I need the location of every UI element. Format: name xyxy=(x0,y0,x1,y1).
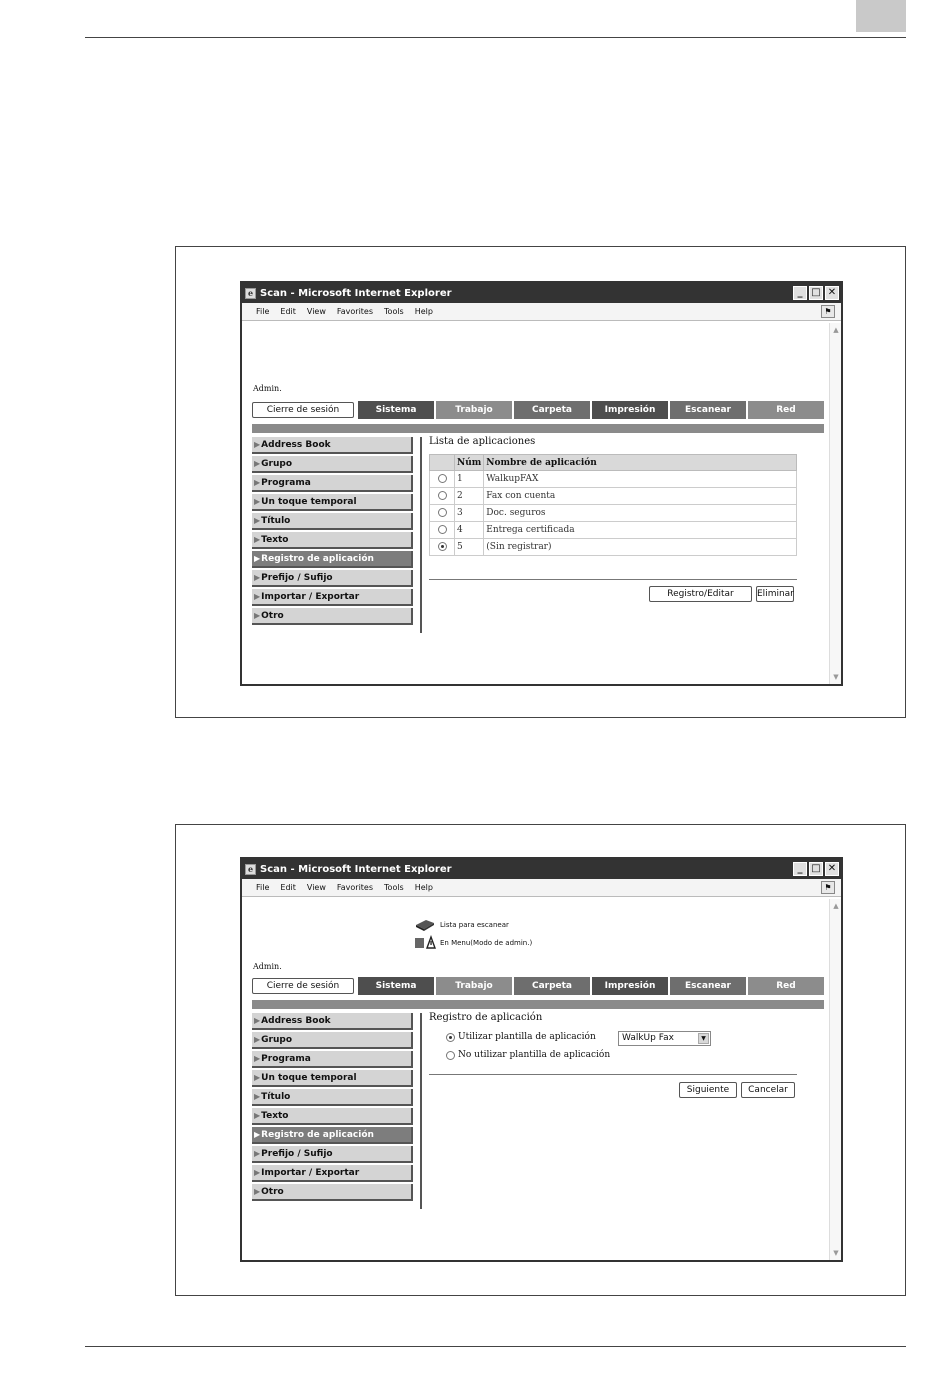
arrow-right-icon: ▶ xyxy=(254,592,261,601)
status-ready-row xyxy=(414,917,509,932)
page-content xyxy=(242,323,829,684)
title-bar xyxy=(242,283,841,303)
col-num: Núm xyxy=(455,455,484,471)
section-title: Registro de aplicación xyxy=(429,1012,543,1023)
scroll-down-icon[interactable]: ▼ xyxy=(833,673,839,681)
arrow-right-icon: ▶ xyxy=(254,516,261,525)
row-name: WalkupFAX xyxy=(484,471,797,488)
tab-carpeta[interactable]: Carpeta xyxy=(512,401,590,419)
page-number-box xyxy=(856,0,906,32)
admin-label: Admin. xyxy=(253,962,282,971)
arrow-right-icon: ▶ xyxy=(254,554,261,563)
use-template-radio[interactable] xyxy=(446,1033,455,1042)
tab-impresion[interactable]: Impresión xyxy=(590,977,668,995)
arrow-right-icon: ▶ xyxy=(254,1111,261,1120)
menu-favorites[interactable]: Favorites xyxy=(336,307,374,316)
sidebar-item-prefijo[interactable]: ▶Prefijo / Sufijo xyxy=(252,1146,413,1163)
row-radio[interactable] xyxy=(438,542,447,551)
arrow-right-icon: ▶ xyxy=(254,1054,261,1063)
menu-tools[interactable]: Tools xyxy=(384,883,404,892)
row-num: 4 xyxy=(455,522,484,539)
screenshot-frame-1 xyxy=(175,246,906,718)
maximize-button[interactable]: □ xyxy=(809,862,823,876)
arrow-right-icon: ▶ xyxy=(254,1130,261,1139)
tab-escanear[interactable]: Escanear xyxy=(668,977,746,995)
arrow-right-icon: ▶ xyxy=(254,1149,261,1158)
row-name: (Sin registrar) xyxy=(484,539,797,556)
sidebar-item-registro[interactable]: ▶Registro de aplicación xyxy=(252,551,413,568)
close-button[interactable]: ✕ xyxy=(825,286,839,300)
arrow-right-icon: ▶ xyxy=(254,497,261,506)
chevron-down-icon[interactable]: ▼ xyxy=(698,1033,709,1044)
menu-favorites[interactable]: Favorites xyxy=(336,883,374,892)
screenshot-frame-2 xyxy=(175,824,906,1296)
scroll-up-icon[interactable]: ▲ xyxy=(833,902,839,910)
table-row xyxy=(430,539,797,556)
close-button[interactable]: ✕ xyxy=(825,862,839,876)
scroll-up-icon[interactable]: ▲ xyxy=(833,326,839,334)
tab-trabajo[interactable]: Trabajo xyxy=(434,977,512,995)
arrow-right-icon: ▶ xyxy=(254,1168,261,1177)
vertical-scrollbar[interactable] xyxy=(829,899,841,1260)
table-row xyxy=(430,488,797,505)
option-no-template[interactable] xyxy=(446,1050,610,1060)
logout-button[interactable]: Cierre de sesión xyxy=(252,402,354,418)
admin-mode-icon xyxy=(414,935,436,950)
row-num: 3 xyxy=(455,505,484,522)
sidebar-item-grupo[interactable]: ▶Grupo xyxy=(252,456,413,473)
col-name: Nombre de aplicación xyxy=(484,455,797,471)
menu-edit[interactable]: Edit xyxy=(280,883,296,892)
col-select xyxy=(430,455,455,471)
tab-sistema[interactable]: Sistema xyxy=(356,977,434,995)
title-bar xyxy=(242,859,841,879)
sidebar-item-importar[interactable]: ▶Importar / Exportar xyxy=(252,589,413,606)
main-panel xyxy=(429,1012,797,1095)
arrow-right-icon: ▶ xyxy=(254,440,261,449)
menu-file[interactable]: File xyxy=(256,883,270,892)
menu-file[interactable]: File xyxy=(256,307,270,316)
top-nav xyxy=(252,977,824,995)
menu-help[interactable]: Help xyxy=(414,307,433,316)
sidebar-item-un-toque[interactable]: ▶Un toque temporal xyxy=(252,494,413,511)
row-name: Fax con cuenta xyxy=(484,488,797,505)
row-num: 2 xyxy=(455,488,484,505)
arrow-right-icon: ▶ xyxy=(254,1092,261,1101)
menu-view[interactable]: View xyxy=(306,883,326,892)
divider-band xyxy=(252,1000,824,1009)
menu-bar xyxy=(242,879,841,897)
sidebar-item-grupo[interactable]: ▶Grupo xyxy=(252,1032,413,1049)
arrow-right-icon: ▶ xyxy=(254,535,261,544)
menu-view[interactable]: View xyxy=(306,307,326,316)
sidebar-item-titulo[interactable]: ▶Título xyxy=(252,513,413,530)
row-radio[interactable] xyxy=(438,474,447,483)
sidebar-item-address-book[interactable]: ▶Address Book xyxy=(252,1013,413,1030)
register-edit-button[interactable]: Registro/Editar xyxy=(649,586,752,602)
divider-band xyxy=(252,424,824,433)
menu-edit[interactable]: Edit xyxy=(280,307,296,316)
sidebar-item-un-toque[interactable]: ▶Un toque temporal xyxy=(252,1070,413,1087)
menu-help[interactable]: Help xyxy=(414,883,433,892)
window-title: Scan - Microsoft Internet Explorer xyxy=(260,287,452,299)
sidebar xyxy=(252,1013,413,1203)
sidebar xyxy=(252,437,413,627)
section-title: Lista de aplicaciones xyxy=(429,436,536,447)
menu-bar xyxy=(242,303,841,321)
sidebar-item-programa[interactable]: ▶Programa xyxy=(252,1051,413,1068)
arrow-right-icon: ▶ xyxy=(254,1073,261,1082)
arrow-right-icon: ▶ xyxy=(254,573,261,582)
vertical-divider xyxy=(420,1013,422,1209)
page-content xyxy=(242,899,829,1260)
arrow-right-icon: ▶ xyxy=(254,459,261,468)
admin-label: Admin. xyxy=(253,384,282,393)
row-radio[interactable] xyxy=(438,508,447,517)
maximize-button[interactable]: □ xyxy=(809,286,823,300)
vertical-divider xyxy=(420,437,422,633)
tab-sistema[interactable]: Sistema xyxy=(356,401,434,419)
arrow-right-icon: ▶ xyxy=(254,1035,261,1044)
table-bottom-rule xyxy=(429,579,797,580)
arrow-right-icon: ▶ xyxy=(254,1016,261,1025)
template-select-value: WalkUp Fax xyxy=(622,1033,674,1043)
arrow-right-icon: ▶ xyxy=(254,611,261,620)
row-name: Entrega certificada xyxy=(484,522,797,539)
tab-escanear[interactable]: Escanear xyxy=(668,401,746,419)
sidebar-item-programa[interactable]: ▶Programa xyxy=(252,475,413,492)
status-ready-text: Lista para escanear xyxy=(440,920,509,929)
status-mode-row xyxy=(414,935,532,950)
top-nav xyxy=(252,401,824,419)
sidebar-item-registro[interactable]: ▶Registro de aplicación xyxy=(252,1127,413,1144)
table-row xyxy=(430,505,797,522)
menu-tools[interactable]: Tools xyxy=(384,307,404,316)
row-num: 5 xyxy=(455,539,484,556)
window-title: Scan - Microsoft Internet Explorer xyxy=(260,863,452,875)
ie-logo-icon: e xyxy=(245,864,256,875)
tab-red[interactable]: Red xyxy=(746,977,824,995)
logout-button[interactable]: Cierre de sesión xyxy=(252,978,354,994)
apps-table xyxy=(429,454,797,556)
minimize-button[interactable]: _ xyxy=(793,862,807,876)
tab-red[interactable]: Red xyxy=(746,401,824,419)
no-template-radio[interactable] xyxy=(446,1051,455,1060)
row-name: Doc. seguros xyxy=(484,505,797,522)
sidebar-item-address-book[interactable]: ▶Address Book xyxy=(252,437,413,454)
row-radio[interactable] xyxy=(438,491,447,500)
status-mode-text: En Menu(Modo de admin.) xyxy=(440,938,533,947)
browser-window xyxy=(240,281,843,686)
tab-trabajo[interactable]: Trabajo xyxy=(434,401,512,419)
scroll-down-icon[interactable]: ▼ xyxy=(833,1249,839,1257)
sidebar-item-importar[interactable]: ▶Importar / Exportar xyxy=(252,1165,413,1182)
form-bottom-rule xyxy=(429,1074,797,1075)
cancel-button[interactable]: Cancelar xyxy=(741,1082,795,1098)
use-template-label: Utilizar plantilla de aplicación xyxy=(458,1032,596,1042)
table-row xyxy=(430,522,797,539)
footer-rule xyxy=(85,1346,906,1347)
scanner-icon xyxy=(414,917,436,932)
sidebar-item-texto[interactable]: ▶Texto xyxy=(252,1108,413,1125)
row-radio[interactable] xyxy=(438,525,447,534)
delete-button[interactable]: Eliminar xyxy=(756,586,794,602)
row-num: 1 xyxy=(455,471,484,488)
arrow-right-icon: ▶ xyxy=(254,478,261,487)
browser-window xyxy=(240,857,843,1262)
template-select[interactable] xyxy=(618,1031,711,1046)
minimize-button[interactable]: _ xyxy=(793,286,807,300)
table-row xyxy=(430,471,797,488)
no-template-label: No utilizar plantilla de aplicación xyxy=(458,1050,611,1060)
tab-impresion[interactable]: Impresión xyxy=(590,401,668,419)
sidebar-item-otro[interactable]: ▶Otro xyxy=(252,608,413,625)
sidebar-item-titulo[interactable]: ▶Título xyxy=(252,1089,413,1106)
windows-flag-icon: ⚑ xyxy=(821,881,835,894)
next-button[interactable]: Siguiente xyxy=(679,1082,737,1098)
windows-flag-icon: ⚑ xyxy=(821,305,835,318)
sidebar-item-prefijo[interactable]: ▶Prefijo / Sufijo xyxy=(252,570,413,587)
sidebar-item-otro[interactable]: ▶Otro xyxy=(252,1184,413,1201)
arrow-right-icon: ▶ xyxy=(254,1187,261,1196)
main-panel xyxy=(429,436,797,599)
option-use-template[interactable] xyxy=(446,1032,596,1042)
vertical-scrollbar[interactable] xyxy=(829,323,841,684)
sidebar-item-texto[interactable]: ▶Texto xyxy=(252,532,413,549)
ie-logo-icon: e xyxy=(245,288,256,299)
header-rule xyxy=(85,37,906,38)
tab-carpeta[interactable]: Carpeta xyxy=(512,977,590,995)
